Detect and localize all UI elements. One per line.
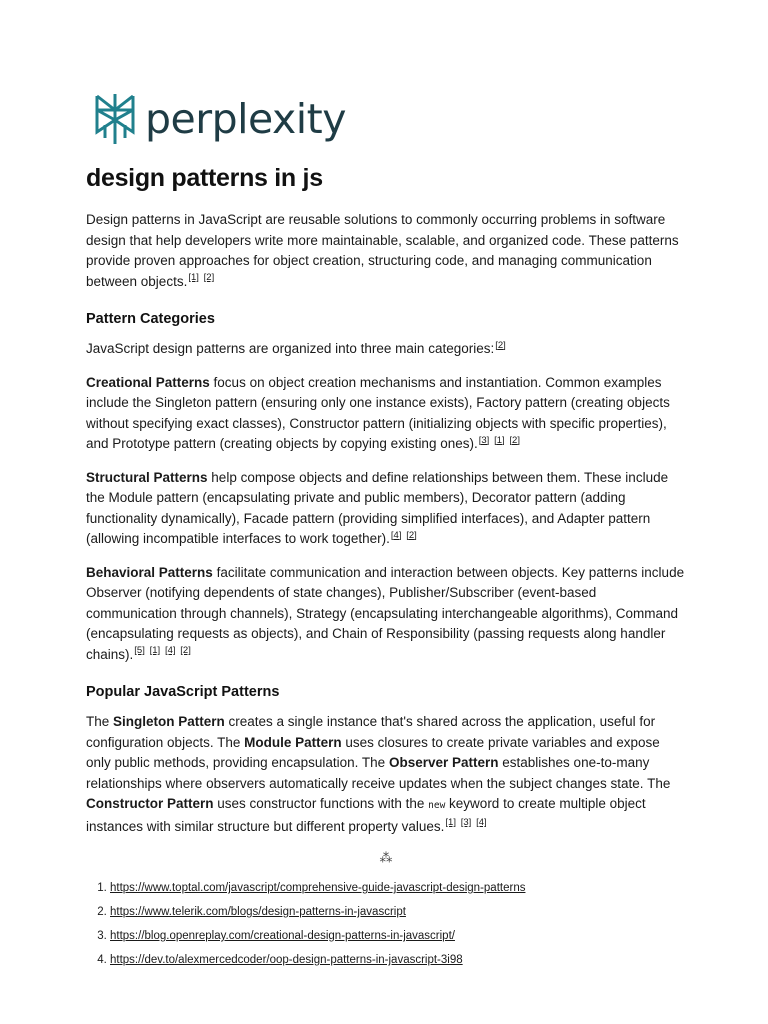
section-heading-pattern-categories: Pattern Categories: [86, 311, 215, 327]
answer-content: [86, 160, 686, 976]
perplexity-wordmark: perplexity: [145, 94, 347, 143]
creational-term: Creational Patterns: [86, 374, 210, 390]
reference-item: [110, 952, 686, 968]
citation-link[interactable]: [2]: [203, 272, 215, 283]
citation-link[interactable]: [2]: [495, 339, 506, 351]
text-run: establishes one-to-many relationships where observers automatically receive updates when the subject changes state. The: [86, 755, 671, 791]
reference-item: [110, 880, 686, 896]
inline-code: new: [428, 800, 446, 811]
perplexity-logo: [93, 92, 346, 146]
intro-paragraph: [86, 210, 686, 292]
citation-link[interactable]: [3]: [460, 817, 472, 828]
text-run: keyword to create multiple object instances with similar structure but different property values.: [86, 796, 646, 834]
citation-link[interactable]: [1]: [445, 817, 456, 828]
structural-paragraph: [86, 468, 686, 550]
categories-lead: [86, 339, 686, 360]
text-run: uses closures to create private variables and expose only public methods, providing encapsulation. The: [86, 734, 660, 770]
perplexity-logo-icon: [93, 92, 137, 146]
text-run: creates a single instance that's shared across the application, useful for configuration objects. The: [86, 714, 656, 750]
structural-text: help compose objects and define relationships between them. These include the Module pattern (encapsulating private and public members), Decorator pattern (adding functionality dynamically), Facade pattern (providing simplified interfaces), and Adapter pattern (allowing incompatible interfaces to work together).: [86, 469, 669, 546]
creational-paragraph: [86, 373, 686, 455]
citation-link[interactable]: [4]: [164, 645, 176, 656]
behavioral-text: facilitate communication and interaction between objects. Key patterns include Observer (notifying dependents of state changes), Publisher/Subscriber (event-based communication through channels), Strategy (encapsulating interchangeable algorithms), Command (encapsulating requests as objects), and Chain of Responsibility (passing requests along handler chains).: [86, 564, 685, 662]
creational-text: focus on object creation mechanisms and instantiation. Common examples include the Singleton pattern (ensuring only one instance exists), Factory pattern (creating objects without specifying exact classes), Constructor pattern (initializing objects with specific properties), and Prototype pattern (creating objects by copying existing ones).: [86, 374, 670, 451]
citation-link[interactable]: [1]: [494, 434, 505, 446]
behavioral-term: Behavioral Patterns: [86, 564, 213, 580]
behavioral-paragraph: [86, 563, 686, 666]
citation-link[interactable]: [4]: [476, 817, 487, 828]
intro-text: Design patterns in JavaScript are reusable solutions to commonly occurring problems in software design that help developers write more maintainable, scalable, and organized code. These patterns provide proven approaches for object creation, structuring code, and managing communication between objects.: [86, 212, 679, 289]
text-run: uses constructor functions with the: [213, 796, 429, 811]
reference-item: [110, 928, 686, 944]
citation-link[interactable]: [2]: [180, 645, 191, 656]
page-title: design patterns in js: [86, 164, 323, 192]
text-run: The: [86, 714, 114, 729]
structural-term: Structural Patterns: [86, 469, 208, 485]
section-divider: ⁂: [379, 850, 393, 865]
constructor-term: Constructor Pattern: [86, 796, 214, 811]
observer-term: Observer Pattern: [388, 755, 499, 770]
citation-link[interactable]: [2]: [509, 434, 520, 446]
reference-link[interactable]: https://www.telerik.com/blogs/design-patterns-in-javascript: [110, 906, 406, 918]
citation-link[interactable]: [1]: [149, 645, 161, 656]
citation-link[interactable]: [1]: [188, 272, 199, 283]
reference-link[interactable]: https://dev.to/alexmercedcoder/oop-design-patterns-in-javascript-3i98: [110, 954, 463, 966]
references-list: [86, 880, 686, 968]
citation-link[interactable]: [4]: [390, 529, 402, 541]
citation-link[interactable]: [2]: [406, 529, 417, 541]
reference-link[interactable]: https://blog.openreplay.com/creational-design-patterns-in-javascript/: [110, 930, 455, 942]
module-term: Module Pattern: [244, 734, 342, 750]
categories-lead-text: JavaScript design patterns are organized into three main categories:: [86, 341, 495, 356]
citation-link[interactable]: [3]: [478, 434, 490, 446]
reference-item: [110, 904, 686, 920]
popular-patterns-paragraph: [86, 712, 686, 837]
reference-link[interactable]: https://www.toptal.com/javascript/comprehensive-guide-javascript-design-patterns: [110, 882, 526, 894]
section-heading-popular-patterns: Popular JavaScript Patterns: [86, 684, 280, 700]
singleton-term: Singleton Pattern: [113, 714, 225, 729]
citation-link[interactable]: [5]: [134, 645, 145, 656]
